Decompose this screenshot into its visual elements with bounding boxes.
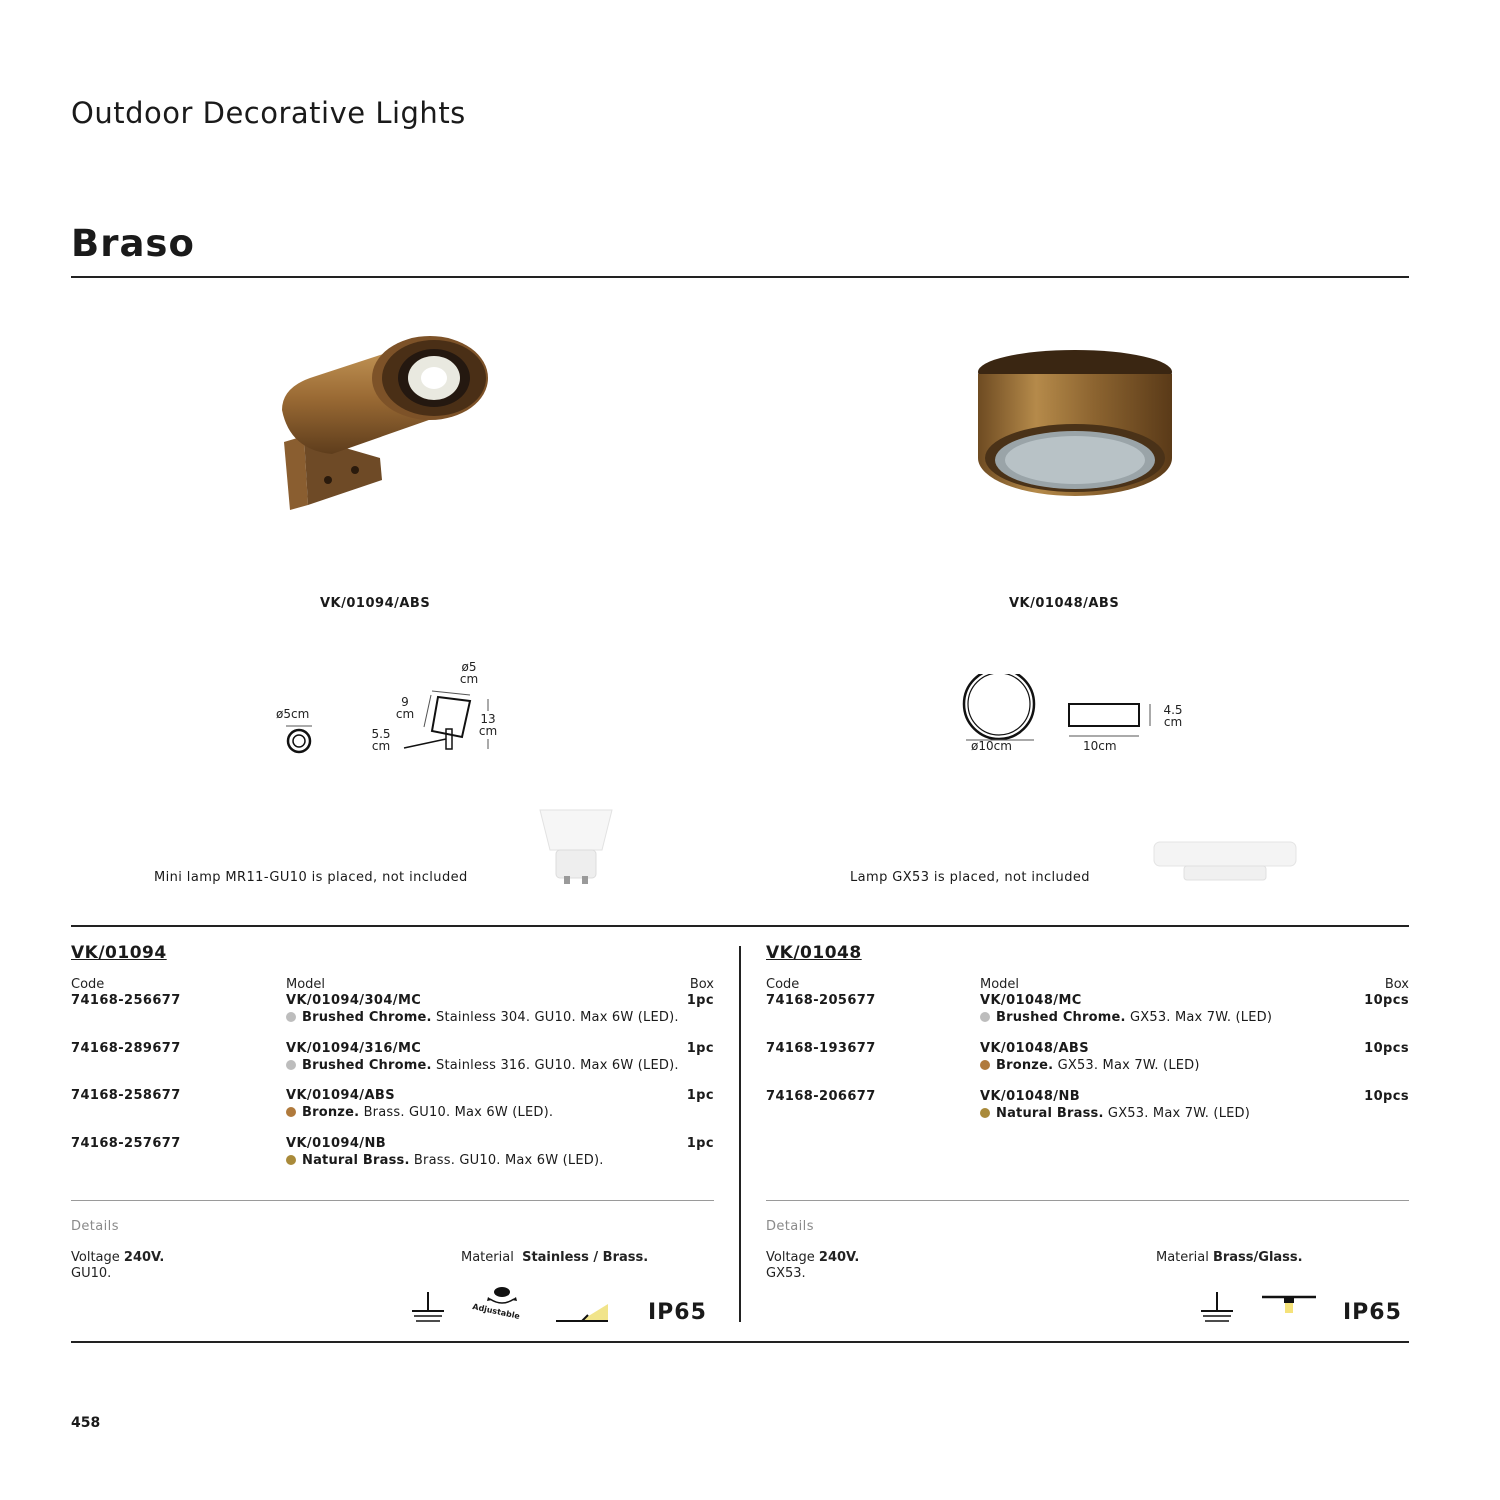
row-code: 74168-193677 <box>766 1041 876 1056</box>
row-box: 1pc <box>686 1136 714 1151</box>
row-code: 74168-205677 <box>766 993 876 1008</box>
row-description: Natural Brass. Brass. GU10. Max 6W (LED). <box>286 1153 604 1168</box>
product-caption: VK/01048/ABS <box>1009 596 1120 611</box>
dim-label: 4.5 cm <box>1163 703 1183 729</box>
page-number: 458 <box>71 1415 101 1431</box>
finish-swatch <box>286 1060 296 1070</box>
ip-rating: IP65 <box>1343 1300 1402 1325</box>
downlight-product-image <box>970 340 1180 510</box>
ring-icon <box>284 724 314 754</box>
bottom-divider <box>71 1341 1409 1343</box>
ip-rating: IP65 <box>648 1300 707 1325</box>
row-model: VK/01048/ABS <box>980 1041 1089 1056</box>
row-code: 74168-257677 <box>71 1136 181 1151</box>
details-divider <box>71 1200 714 1201</box>
row-description: Brushed Chrome. GX53. Max 7W. (LED) <box>980 1010 1272 1025</box>
row-code: 74168-289677 <box>71 1041 181 1056</box>
table-title: VK/01094 <box>71 943 167 963</box>
row-description: Brushed Chrome. Stainless 304. GU10. Max 6W (LED). <box>286 1010 679 1025</box>
spotlight-product-image <box>270 330 500 520</box>
dim-label: 10cm <box>1083 739 1117 753</box>
dim-label: 13 cm <box>478 712 498 738</box>
row-code: 74168-206677 <box>766 1089 876 1104</box>
row-model: VK/01048/MC <box>980 993 1082 1008</box>
table-title: VK/01048 <box>766 943 862 963</box>
finish-swatch <box>980 1108 990 1118</box>
dim-label: ø5 cm <box>459 660 479 686</box>
row-description: Natural Brass. GX53. Max 7W. (LED) <box>980 1106 1250 1121</box>
beam-angle-icon <box>554 1302 612 1324</box>
table-divider <box>71 925 1409 927</box>
dim-label: 9 cm <box>395 695 415 721</box>
details-label: Details <box>766 1219 814 1234</box>
row-model: VK/01094/NB <box>286 1136 387 1151</box>
lamp-note: Mini lamp MR11-GU10 is placed, not included <box>154 870 468 885</box>
row-box: 1pc <box>686 1088 714 1103</box>
gx53-lamp-image <box>1150 838 1300 886</box>
row-box: 1pc <box>686 993 714 1008</box>
col-code-header: Code <box>71 977 105 992</box>
row-box: 10pcs <box>1364 1089 1409 1104</box>
voltage: Voltage 240V. <box>71 1250 165 1265</box>
row-model: VK/01094/304/MC <box>286 993 422 1008</box>
socket-type: GU10. <box>71 1266 112 1281</box>
col-model-header: Model <box>980 977 1020 992</box>
adjustable-label: Adjustable <box>471 1302 521 1321</box>
dim-label: ø5cm <box>276 707 310 721</box>
dim-label: 5.5 cm <box>371 727 391 753</box>
finish-swatch <box>980 1060 990 1070</box>
row-model: VK/01048/NB <box>980 1089 1081 1104</box>
dim-label: ø10cm <box>971 739 1012 753</box>
col-box-header: Box <box>689 977 714 992</box>
downlight-side-drawing <box>1066 700 1166 740</box>
finish-swatch <box>980 1012 990 1022</box>
gu10-bulb-image <box>536 806 616 890</box>
spotlight-side-drawing <box>400 685 500 755</box>
row-model: VK/01094/316/MC <box>286 1041 422 1056</box>
finish-swatch <box>286 1155 296 1165</box>
downlight-top-drawing <box>960 674 1040 744</box>
row-code: 74168-256677 <box>71 993 181 1008</box>
ground-mount-icon <box>1199 1290 1235 1324</box>
details-divider <box>766 1200 1409 1201</box>
title-divider <box>71 276 1409 278</box>
downlight-beam-icon <box>1260 1292 1318 1318</box>
row-box: 1pc <box>686 1041 714 1056</box>
ground-mount-icon <box>410 1290 446 1324</box>
finish-swatch <box>286 1107 296 1117</box>
adjustable-icon <box>484 1285 520 1305</box>
row-description: Bronze. Brass. GU10. Max 6W (LED). <box>286 1105 553 1120</box>
row-model: VK/01094/ABS <box>286 1088 395 1103</box>
finish-swatch <box>286 1012 296 1022</box>
column-divider <box>739 946 741 1322</box>
row-box: 10pcs <box>1364 1041 1409 1056</box>
row-box: 10pcs <box>1364 993 1409 1008</box>
row-code: 74168-258677 <box>71 1088 181 1103</box>
socket-type: GX53. <box>766 1266 806 1281</box>
col-code-header: Code <box>766 977 800 992</box>
lamp-note: Lamp GX53 is placed, not included <box>850 870 1090 885</box>
col-box-header: Box <box>1384 977 1409 992</box>
row-description: Bronze. GX53. Max 7W. (LED) <box>980 1058 1200 1073</box>
row-description: Brushed Chrome. Stainless 316. GU10. Max 6W (LED). <box>286 1058 679 1073</box>
section-title: Outdoor Decorative Lights <box>71 96 466 130</box>
voltage: Voltage 240V. <box>766 1250 860 1265</box>
product-caption: VK/01094/ABS <box>320 596 431 611</box>
material: Material Stainless / Brass. <box>461 1250 649 1265</box>
col-model-header: Model <box>286 977 326 992</box>
material: Material Brass/Glass. <box>1156 1250 1303 1265</box>
family-title: Braso <box>71 222 195 265</box>
details-label: Details <box>71 1219 119 1234</box>
